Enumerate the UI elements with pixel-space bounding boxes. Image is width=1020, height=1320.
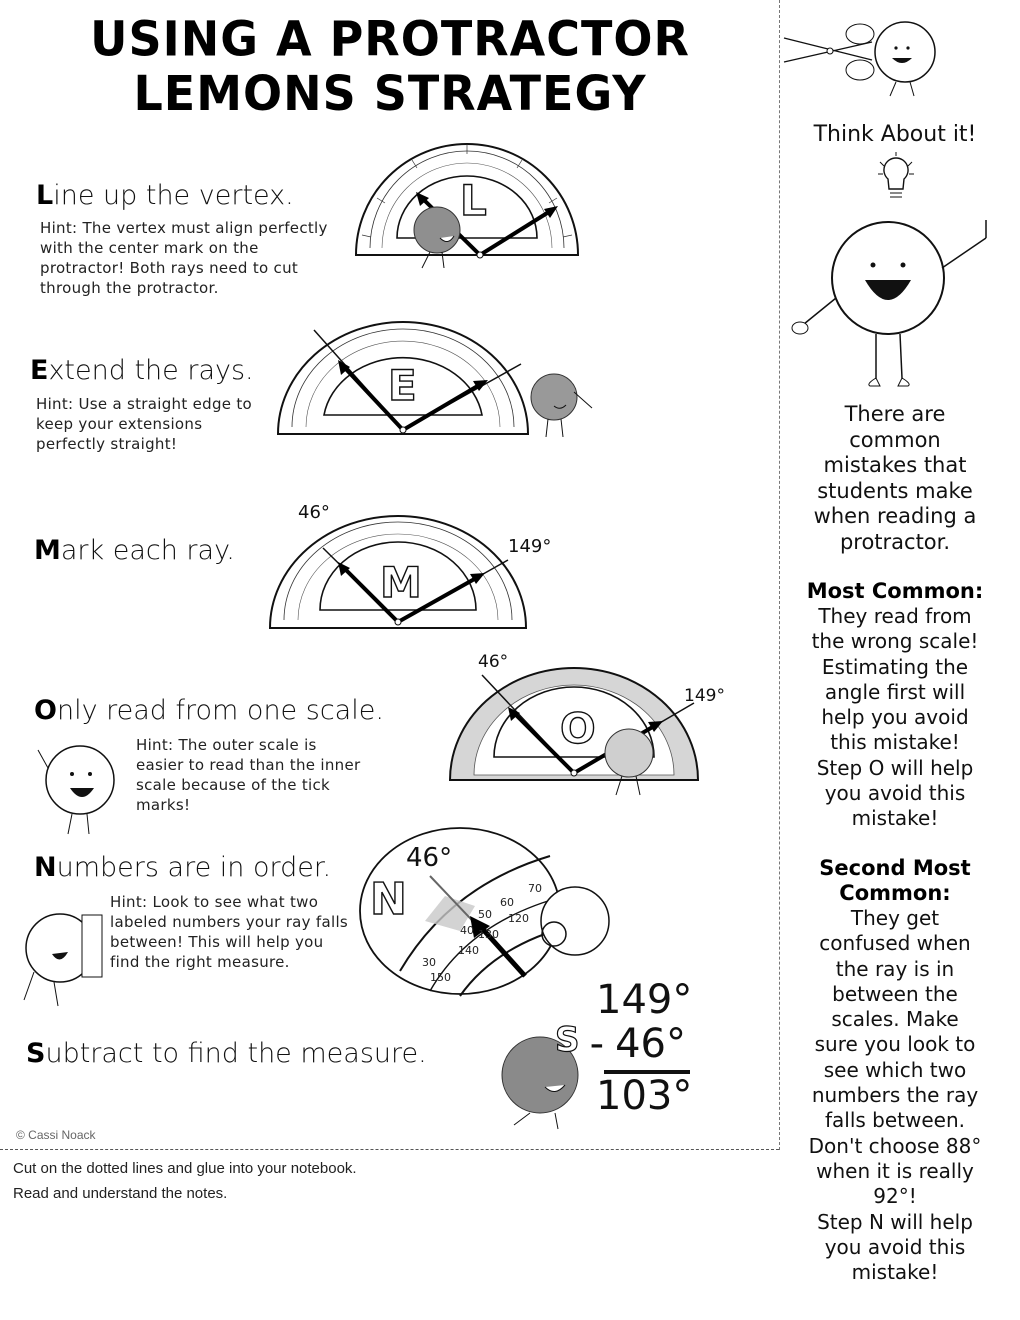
sidebar-line: between the <box>832 981 958 1006</box>
sidebar-line: sure you look to <box>814 1032 976 1057</box>
illustration-letter-s: S <box>555 1020 580 1060</box>
mark-46: 46° <box>406 843 453 873</box>
step-s-heading <box>26 1038 427 1069</box>
lemon-character-pointing <box>32 738 132 838</box>
step-text: xtend the rays. <box>48 355 254 386</box>
sidebar-line: see which two <box>823 1057 967 1082</box>
sidebar-line: Step N will help <box>817 1209 973 1234</box>
sidebar-line: when it is really <box>816 1158 974 1183</box>
sidebar-line: mistakes that <box>823 453 967 477</box>
sidebar-line: There are <box>844 402 946 426</box>
mark-46: 46° <box>298 502 330 523</box>
sidebar-line: numbers the ray <box>811 1083 979 1108</box>
lemon-character <box>414 207 460 268</box>
protractor-letter: N <box>370 874 407 925</box>
sidebar-line: protractor. <box>839 529 951 554</box>
mark-149: 149° <box>508 536 552 557</box>
sidebar-line: mistake! <box>851 1260 939 1285</box>
protractor-letter: E <box>388 361 417 410</box>
protractor-o-illustration <box>444 652 725 795</box>
protractor-letter: M <box>380 558 422 607</box>
step-l-hint: Hint: The vertex must align perfectly with the center mark on the protractor! Both rays need to cut through the protractor. <box>40 219 328 297</box>
sidebar-line: falls between. <box>824 1108 966 1133</box>
heading-line: Common: <box>839 881 951 905</box>
scissors-character <box>782 10 942 100</box>
sidebar-line: the ray is in <box>835 956 955 981</box>
title-line-1: USING A PROTRACTOR <box>90 10 690 68</box>
step-e-hint: Hint: Use a straight edge to keep your extensions perfectly straight! <box>36 395 253 453</box>
step-letter: L <box>36 180 54 211</box>
instruction-line-1: Cut on the dotted lines and glue into your notebook. <box>13 1160 357 1177</box>
page-title <box>0 11 780 120</box>
step-e-heading <box>30 355 254 386</box>
protractor-n-zoom-illustration <box>350 826 590 1001</box>
second-most-common-heading <box>790 856 1000 906</box>
mark-46: 46° <box>478 652 509 672</box>
horizontal-cut-line <box>0 1149 779 1150</box>
protractor-l-illustration <box>352 140 582 260</box>
sidebar-line: Estimating the <box>821 654 969 679</box>
lemon-character-magnifier <box>541 887 609 955</box>
sidebar-line: common <box>849 427 941 452</box>
calc-operator: - <box>589 1021 604 1067</box>
heading-line: Second Most <box>819 856 971 880</box>
scale-label: 40 <box>460 924 474 937</box>
protractor-m-illustration <box>268 500 552 640</box>
step-o-heading <box>34 695 384 726</box>
step-m-heading <box>34 535 235 566</box>
scale-label: 70 <box>528 882 542 895</box>
protractor-letter: O <box>560 704 596 753</box>
sidebar-line: They read from <box>818 604 972 628</box>
scale-label: 140 <box>458 944 479 957</box>
sidebar-line: scales. Make <box>831 1007 959 1032</box>
sidebar-line: help you avoid <box>821 705 969 730</box>
step-letter: N <box>34 852 57 883</box>
calc-minuend: 149° <box>596 977 693 1023</box>
second-most-common-text <box>790 906 1000 1285</box>
sidebar-line: you avoid this <box>824 1234 966 1259</box>
lemon-character-thinking <box>790 210 1000 390</box>
step-letter: M <box>34 535 61 566</box>
instruction-line-2: Read and understand the notes. <box>13 1185 228 1202</box>
calc-subtrahend: 46° <box>615 1021 686 1067</box>
title-line-2: LEMONS STRATEGY <box>133 64 647 122</box>
step-text: ine up the vertex. <box>53 180 294 211</box>
sidebar-line: Step O will help <box>816 755 974 780</box>
sidebar-line: They get <box>850 906 940 930</box>
step-text: umbers are in order. <box>56 852 332 883</box>
sidebar-line: angle first will <box>824 679 966 704</box>
step-o-hint: Hint: The outer scale is easier to read than the inner scale because of the tick marks! <box>136 736 361 814</box>
sidebar-line: 92°! <box>873 1184 917 1209</box>
sidebar-line: the wrong scale! <box>811 629 979 654</box>
step-l-heading <box>36 180 294 211</box>
sidebar-line: mistake! <box>851 806 939 831</box>
lemon-character-ruler <box>22 910 112 1010</box>
sidebar-line: you avoid this <box>824 781 966 806</box>
sidebar-line: this mistake! <box>830 730 960 755</box>
step-letter: O <box>34 695 57 726</box>
scale-label: 50 <box>478 908 492 921</box>
sidebar-line: confused when <box>819 931 971 956</box>
step-text: ark each ray. <box>60 535 235 566</box>
scale-label: 120 <box>508 912 529 925</box>
mark-149: 149° <box>684 686 725 706</box>
lemon-character <box>605 729 653 795</box>
sidebar-line: students make <box>817 478 973 503</box>
vertical-cut-line <box>779 0 780 1150</box>
copyright-credit: © Cassi Noack <box>16 1128 96 1142</box>
scale-label: 30 <box>422 956 436 969</box>
protractor-letter: L <box>460 176 487 225</box>
most-common-heading: Most Common: <box>806 579 984 603</box>
step-n-hint: Hint: Look to see what two labeled numbers your ray falls between! This will help you find the right measure. <box>110 893 349 971</box>
think-about-it-heading: Think About it! <box>813 122 977 147</box>
sidebar-line: when reading a <box>813 504 977 528</box>
step-text: ubtract to find the measure. <box>45 1038 427 1069</box>
lightbulb-icon <box>876 152 916 207</box>
scale-label: 150 <box>430 971 451 984</box>
protractor-e-illustration <box>276 322 616 437</box>
step-n-heading <box>34 852 331 883</box>
step-text: nly read from one scale. <box>56 695 384 726</box>
sidebar-line: Don't choose 88° <box>808 1133 982 1158</box>
sidebar-intro <box>790 402 1000 555</box>
scale-label: 130 <box>478 928 499 941</box>
most-common-text <box>790 604 1000 832</box>
step-letter: S <box>26 1038 46 1069</box>
scale-label: 60 <box>500 896 514 909</box>
lemon-character <box>531 374 592 437</box>
calc-result: 103° <box>596 1073 693 1119</box>
step-letter: E <box>30 355 49 386</box>
